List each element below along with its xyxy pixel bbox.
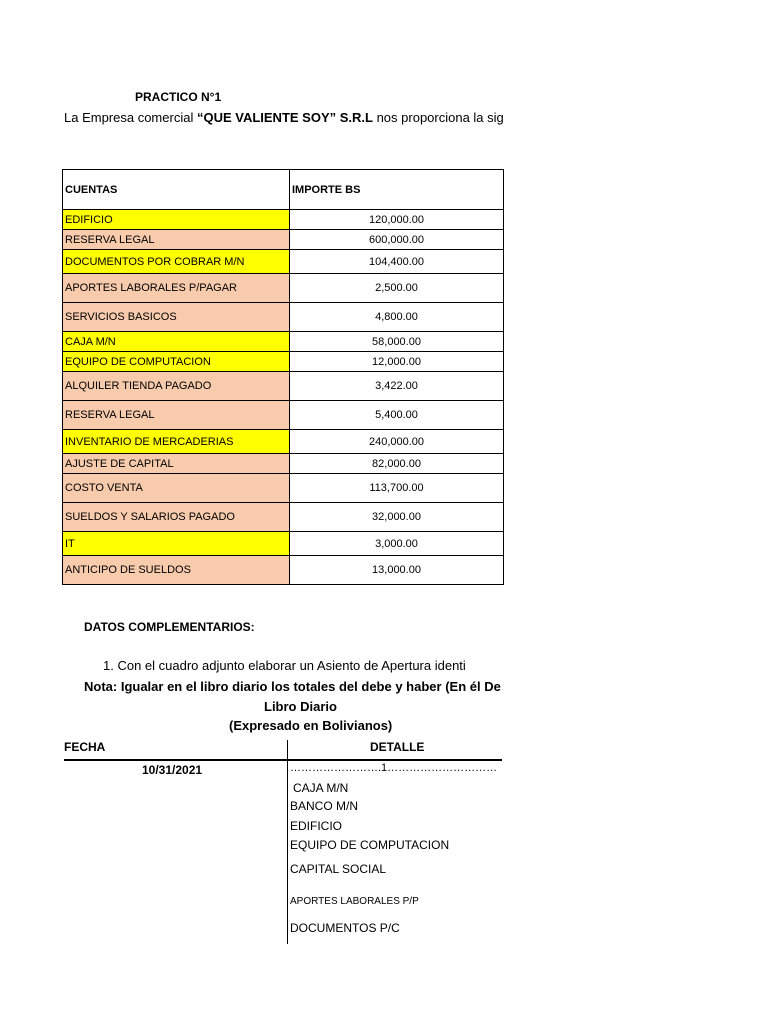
table-header-row [63, 170, 504, 210]
table-row [63, 556, 504, 585]
table-row [63, 303, 504, 332]
account-cell: RESERVA LEGAL [63, 230, 290, 250]
note-text: Nota: Igualar en el libro diario los totales del debe y haber (En él De [84, 679, 501, 694]
journal-column-divider [287, 740, 288, 944]
account-cell: EDIFICIO [63, 210, 290, 230]
account-cell: COSTO VENTA [63, 474, 290, 503]
account-cell: DOCUMENTOS POR COBRAR M/N [63, 250, 290, 274]
amount-cell: 32,000.00 [290, 503, 504, 532]
account-cell: APORTES LABORALES P/PAGAR [63, 274, 290, 303]
table-row [63, 532, 504, 556]
journal-header-fecha: FECHA [64, 740, 106, 754]
amount-cell: 120,000.00 [290, 210, 504, 230]
amount-cell: 240,000.00 [290, 430, 504, 454]
table-row [63, 250, 504, 274]
company-name: “QUE VALIENTE SOY” S.R.L [196, 110, 373, 125]
libro-diario-subtitle: (Expresado en Bolivianos) [229, 718, 393, 733]
intro-text [64, 110, 504, 125]
amount-cell: 113,700.00 [290, 474, 504, 503]
account-cell: IT [63, 532, 290, 556]
account-cell: ALQUILER TIENDA PAGADO [63, 372, 290, 401]
table-row [63, 210, 504, 230]
account-cell: CAJA M/N [63, 332, 290, 352]
table-row [63, 372, 504, 401]
account-cell: SERVICIOS BASICOS [63, 303, 290, 332]
account-cell: INVENTARIO DE MERCADERIAS [63, 430, 290, 454]
journal-line: DOCUMENTOS P/C [290, 921, 400, 935]
header-importe: IMPORTE BS [290, 170, 504, 210]
header-cuentas: CUENTAS [63, 170, 290, 210]
table-row [63, 503, 504, 532]
table-row [63, 430, 504, 454]
datos-complementarios-heading: DATOS COMPLEMENTARIOS: [84, 620, 255, 634]
journal-date: 10/31/2021 [142, 763, 203, 777]
table-row [63, 474, 504, 503]
amount-cell: 2,500.00 [290, 274, 504, 303]
amount-cell: 58,000.00 [290, 332, 504, 352]
amount-cell: 12,000.00 [290, 352, 504, 372]
accounts-table [62, 169, 504, 585]
libro-diario-title: Libro Diario [264, 699, 337, 714]
table-row [63, 454, 504, 474]
journal-line: CAJA M/N [293, 781, 349, 795]
journal-line: EDIFICIO [290, 819, 343, 833]
amount-cell: 13,000.00 [290, 556, 504, 585]
table-row [63, 274, 504, 303]
account-cell: AJUSTE DE CAPITAL [63, 454, 290, 474]
amount-cell: 3,422.00 [290, 372, 504, 401]
amount-cell: 82,000.00 [290, 454, 504, 474]
instruction-item-1: 1. Con el cuadro adjunto elaborar un Asiento de Apertura identi [103, 658, 466, 673]
journal-line: APORTES LABORALES P/P [290, 896, 419, 907]
amount-cell: 104,400.00 [290, 250, 504, 274]
account-cell: ANTICIPO DE SUELDOS [63, 556, 290, 585]
amount-cell: 600,000.00 [290, 230, 504, 250]
amount-cell: 5,400.00 [290, 401, 504, 430]
intro-suffix: nos proporciona la sig [372, 110, 504, 125]
journal-line: EQUIPO DE COMPUTACION [290, 838, 450, 852]
practice-title: PRACTICO N°1 [135, 90, 222, 104]
amount-cell: 4,800.00 [290, 303, 504, 332]
table-row [63, 230, 504, 250]
journal-header-detalle: DETALLE [370, 740, 425, 754]
amount-cell: 3,000.00 [290, 532, 504, 556]
journal-header-divider [64, 759, 502, 761]
table-row [63, 352, 504, 372]
intro-prefix: La Empresa comercial [64, 110, 197, 125]
journal-line: BANCO M/N [290, 799, 359, 813]
journal-entry-number: …………………….1………………………… [290, 762, 498, 774]
table-row [63, 332, 504, 352]
account-cell: EQUIPO DE COMPUTACION [63, 352, 290, 372]
journal-line: CAPITAL SOCIAL [290, 862, 387, 876]
table-row [63, 401, 504, 430]
account-cell: RESERVA LEGAL [63, 401, 290, 430]
account-cell: SUELDOS Y SALARIOS PAGADO [63, 503, 290, 532]
